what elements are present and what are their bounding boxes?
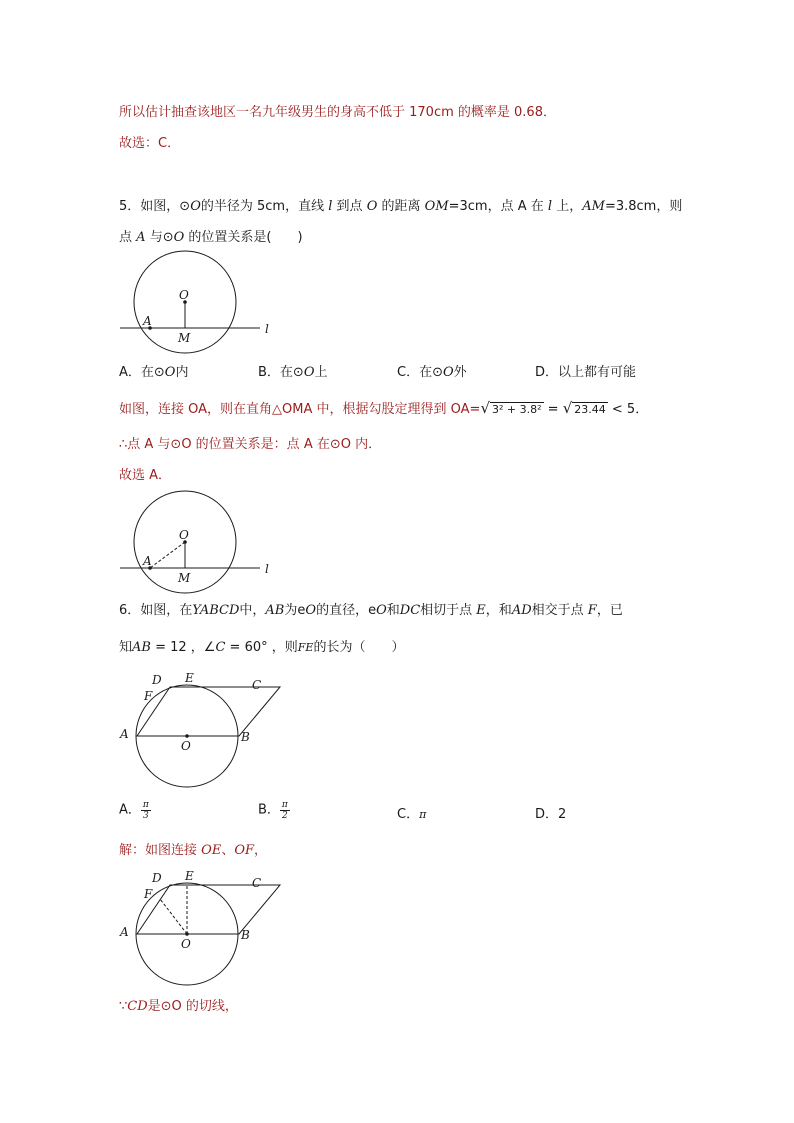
label-a: A [143,554,152,568]
parallelogram-abcd [137,885,280,934]
point-o [185,734,189,738]
label-m: M [178,571,191,585]
q5-stem-line2: 点 A 与⊙O 的位置关系是( ) [119,230,303,245]
q5-solution-line2: ∴点 A 与⊙O 的位置关系是：点 A 在⊙O 内． [119,437,382,452]
q6-figure-parallelogram [115,670,285,795]
label-o: O [181,739,191,753]
parallelogram-abcd [137,687,280,736]
q6-option-c[interactable]: C．π [397,807,427,822]
label-o: O [179,288,189,302]
label-e: E [185,671,194,685]
prev-solution-line1: 所以估计抽查该地区一名九年级男生的身高不低于 170cm 的概率是 0.68． [119,105,556,120]
point-o [185,932,189,936]
q6-solution-figure [115,868,285,993]
label-d: D [152,673,162,687]
q6-solution-line1: 解：如图连接 OE、OF， [119,843,268,858]
label-m: M [178,331,191,345]
q5-solution-figure [110,495,280,590]
label-b: B [241,730,250,744]
q5-option-c[interactable]: C．在⊙O外 [397,365,467,380]
q5-solution-line1: 如图，连接 OA，则在直角△OMA 中，根据勾股定理得到 OA=√ 3² + 3.8² = √ 23.44 < 5． [119,399,649,417]
label-f: F [144,689,153,703]
segment-of-dashed [160,899,187,934]
label-a: A [143,314,152,328]
q5-stem-line1: 5．如图，⊙O的半径为 5cm，直线 l 到点 O 的距离 OM=3cm，点 A 在 l 上，AM=3.8cm，则 [119,199,683,214]
label-b: B [241,928,250,942]
q6-stem-line2: 知AB = 12 ，∠C = 60° ，则FE的长为（ ） [119,640,405,655]
q6-option-b[interactable]: B． $\frac{\pi}{2}$ [258,800,288,821]
q6-option-d[interactable]: D．2 [535,807,567,822]
q5-option-b[interactable]: B．在⊙O上 [258,365,328,380]
label-o: O [181,937,191,951]
label-e: E [185,869,194,883]
q5-solution-line3: 故选 A． [119,468,172,483]
q6-option-a[interactable]: A． $\frac{\pi}{3}$ [119,800,149,821]
q6-stem-line1: 6．如图，在YABCD中，AB为eO的直径，eO和DC相切于点 E，和AD相交于点 F，已 [119,603,623,618]
q5-option-d[interactable]: D．以上都有可能 [535,365,637,380]
label-c: C [252,678,262,692]
label-a: A [120,727,129,741]
label-c: C [252,876,262,890]
segment-oa-dashed [150,542,185,568]
label-a: A [120,925,129,939]
label-d: D [152,871,162,885]
label-o: O [179,528,189,542]
label-l: l [265,322,269,336]
q5-option-a[interactable]: A．在⊙O内 [119,365,189,380]
q6-solution-line2: ∵CD是⊙O 的切线， [119,999,238,1014]
label-f: F [144,887,153,901]
label-l: l [265,562,269,576]
prev-solution-line2: 故选：C． [119,136,181,151]
q5-figure-circle-line [110,255,280,350]
